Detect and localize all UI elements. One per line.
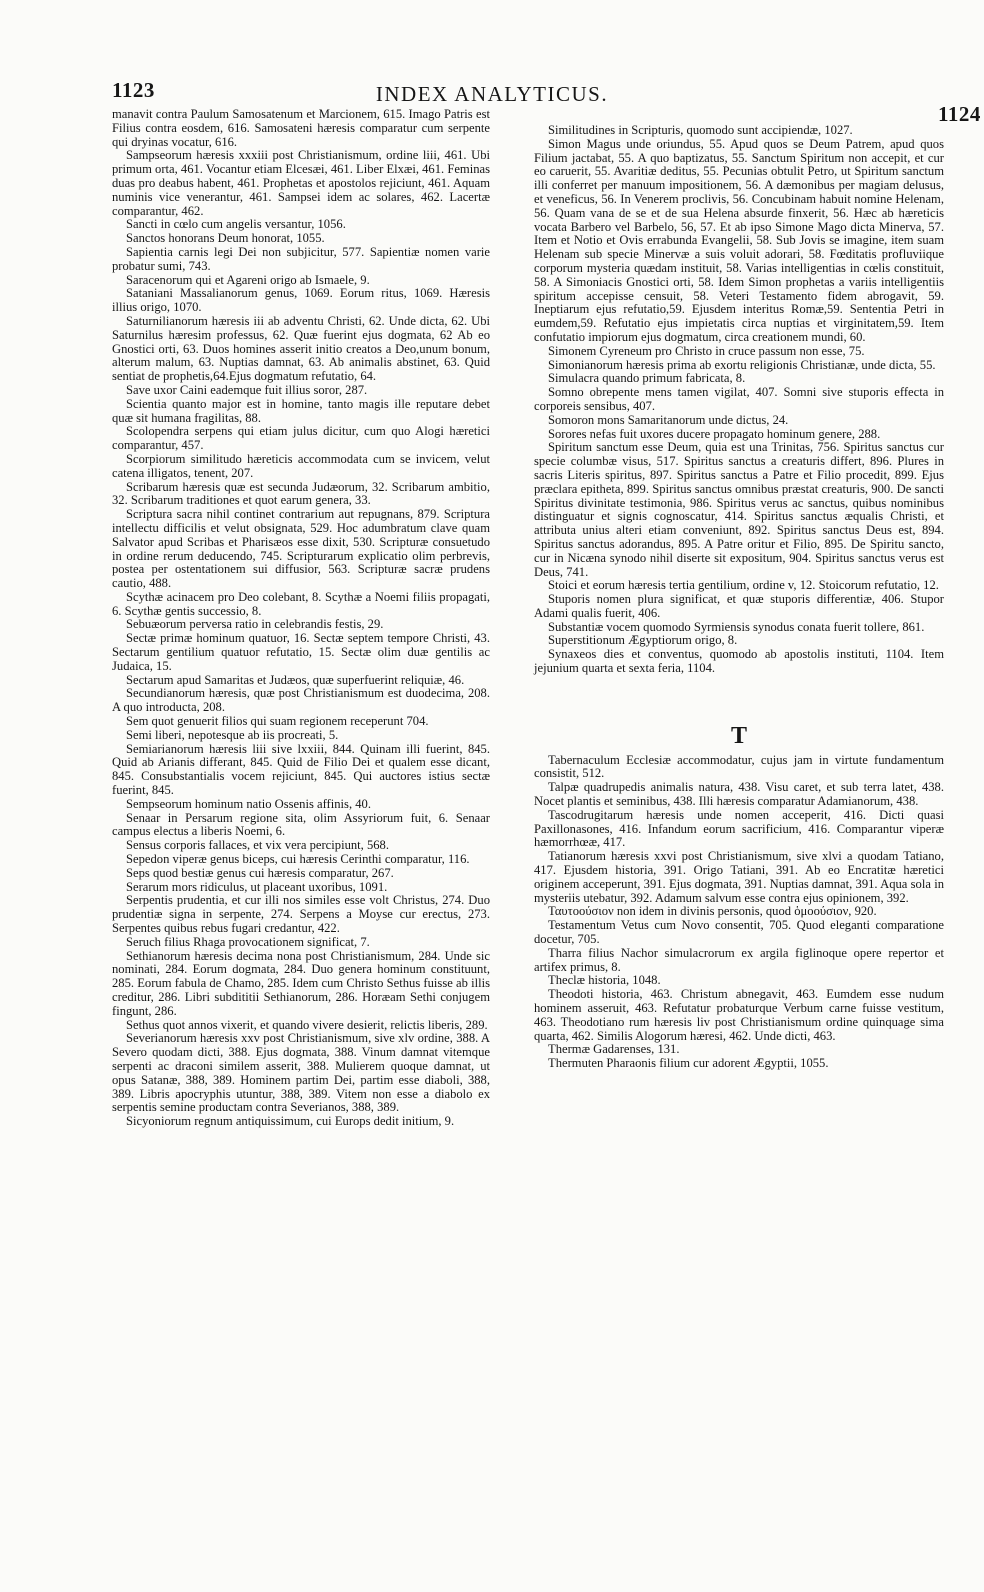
index-entry: Tharra filius Nachor simulacrorum ex argila figlinoque opere repertor et artifex primus, 8. <box>534 945 944 974</box>
index-entry: Simulacra quando primum fabricata, 8. <box>548 371 746 386</box>
index-entry: Saturnilianorum hæresis iii ab adventu Christi, 62. Unde dicta, 62. Ubi Saturnilus hæresim professus, 62. Quæ fuerint ejus dogmata, 62 Ab eo Gnostici orti, 63. Duos homines asserit initio creatos a Deo,unum bonum, alterum malum, 63. Nuptias damnat, 63. Ab animalis abstinet, 63. Quid sentiat de prophetis,64.Ejus dogmatum refutatio, 64. <box>112 313 490 384</box>
index-entry: Sanctos honorans Deum honorat, 1055. <box>126 231 325 246</box>
index-entry: Scriptura sacra nihil continet contrarium aut repugnans, 879. Scriptura intellectu difficilis et velut obsignata, 529. Hoc adumbratum clave quam Salvator apud Scribas et Pharisæos esse dixit, 530. Scripturæ consuetudo in ordine rerum deducendo, 745. Scripturarum explicatio olim perbrevis, postea per ostentationem sui diffusior, 563. Scripturæ sacræ prudens cautio, 488. <box>112 507 490 591</box>
index-entry: Somoron mons Samaritanorum unde dictus, 24. <box>548 412 789 427</box>
index-entry: Tascodrugitarum hæresis unde nomen acceperit, 416. Dicti quasi Paxillonasones, 416. Infandum eorum sacrificium, 416. Comparantur viperæ hæmorrhœæ, 417. <box>534 807 944 850</box>
index-entry: Save uxor Caini eademque fuit illius soror, 287. <box>126 382 368 397</box>
index-entry: Simon Magus unde oriundus, 55. Apud quos se Deum Patrem, apud quos Filium jactabat, 55. A quo baptizatus, 55. Sanctum Spiritum non accepit, et cur eo caruerit, 55. Avaritiæ deditus, 55. Pecunias obtulit Petro, ut Spiritum sanctum illi conferret per manuum impositionem, 56. A dæmonibus per magiam delusus, et veneficus, 56. In Venerem proclivis, 56. Concubinam habuit nomine Helenam, 56. Quam vana de se et de sua Helena absurde finxerit, 56. Hæc ab hæreticis vocata Barbero vel Barbelo, 56, 57. Et ab ipso Simone Mago dicta Minerva, 57. Item et Notio et Ovis errabunda Evangelii, 58. Sub Jovis se imagine, item suam Helenam sub specie Minervæ a suis voluit adorari, 58. Fœditatis profluviique corporum mysteria quædam instituit, 58. Varias intelligentias in cœlis constituit, 58. A Simoniacis Gnostici orti, 58. Idem Simon prophetas a variis intelligentiis spiritum accepisse censuit, 58. Veteri Testamento fidem abrogavit, 59. Ineptiarum ejus refutatio,59. Ejusdem interitus Romæ,59. Sententia Petri in eumdem,59. Refutatio ejus impietatis circa nuptias et virginitatem,59. Item confutatio impiorum ejus dogmatum, circa creationem mundi, 60. <box>534 136 944 344</box>
index-entry: Seruch filius Rhaga provocationem significat, 7. <box>126 934 370 949</box>
index-entry: Sem quot genuerit filios qui suam regionem receperunt 704. <box>126 714 429 729</box>
index-entry: Somno obrepente mens tamen vigilat, 407. Somni sive stuporis effecta in corporeis sensibus, 407. <box>534 385 944 413</box>
page-number-left: 1123 <box>112 78 155 102</box>
index-entry: Scolopendra serpens qui etiam julus dicitur, cum quo Alogi hæretici comparantur, 457. <box>112 424 490 453</box>
index-entry: Sebuæorum perversa ratio in celebrandis festis, 29. <box>126 617 384 632</box>
index-entry: Spiritum sanctum esse Deum, quia est una Trinitas, 756. Spiritus sanctus cur specie columbæ visus, 517. Spiritus sanctus a creaturis differt, 896. Plures in sacris Literis spiritus, 897. Spiritus sanctus a Patre et Filio procedit, 899. Ejus præclara epitheta, 899. Spiritus sanctus omnibus præstat creaturis, 900. De sancti Spiritus divinitate testimonia, 986. Spiritus verus ac sanctus, quibus nominibus distinguatur et signis cognoscatur, 414. Spiritus sanctus æqualis Christi, et attributa unius alteri etiam conveniunt, 892. Spiritus sanctus Deus est, 894. Spiritus sanctus adorandus, 895. A Patre oritur et Filio, 895. De Spiritu sancto, cur in Nicæna synodo nihil diserte sit expositum, 904. Spiritus sanctus verus est Deus, 741. <box>534 440 944 579</box>
index-entry: Semiarianorum hæresis liii sive lxxiii, 844. Quinam illi fuerint, 845. Quid ab Arianis differant, 845. Quid de Filio Dei et qualem esse dicant, 845. Consubstantialis vocem rejiciunt, 845. Qui auctores istius sectæ fuerint, 845. <box>112 741 490 798</box>
index-entry: Sapientia carnis legi Dei non subjicitur, 577. Sapientiæ nomen varie probatur sumi, 743. <box>112 244 490 273</box>
index-entry: Talpæ quadrupedis animalis natura, 438. Visu caret, et sub terra latet, 438. Nocet plantis et seminibus, 438. Illi hæresis comparatur Adamianorum, 438. <box>534 780 944 809</box>
index-entry: Theodoti historia, 463. Christum abnegavit, 463. Eumdem esse nudum hominem asseruit, 463. Refutatur probaturque Verbum carne fuisse vestitum, 463. Theodotiano rum hæresis liv post Christianismum ordine quinquage sima quarta, 462. Similis Alogorum hæresi, 462. Unde dicti, 463. <box>534 987 944 1043</box>
index-entry: Sethus quot annos vixerit, et quando vivere desierit, relictis liberis, 289. <box>126 1017 488 1032</box>
index-entry: Seps quod bestiæ genus cui hæresis comparatur, 267. <box>126 865 394 880</box>
index-entry: Saracenorum qui et Agareni origo ab Ismaele, 9. <box>126 272 370 287</box>
index-entry: Stuporis nomen plura significat, et quæ stuporis differentiæ, 406. Stupor Adami qualis fuerit, 406. <box>534 592 944 620</box>
index-entry: Secundianorum hæresis, quæ post Christianismum est duodecima, 208. A quo introducta, 208. <box>112 686 490 715</box>
index-entry: Sectæ primæ hominum quatuor, 16. Sectæ septem tempore Christi, 43. Sectarum gentilium quatuor refutatio, 15. Sectæ olim duæ gentilis ac Judaica, 15. <box>112 631 490 673</box>
index-entry: Sorores nefas fuit uxores ducere propagato hominum genere, 288. <box>548 426 881 441</box>
index-entry: Substantiæ vocem quomodo Syrmiensis synodus conata fuerit tollere, 861. <box>548 619 925 634</box>
index-entry: Sethianorum hæresis decima nona post Christianismum, 284. Unde sic nominati, 284. Eorum dogmata, 284. Duo genera hominum constituunt, 285. Eorum fabula de Chamo, 285. Idem cum Christo Sethus fuisse ab illis creditur, 286. Libri subdititii Sethianorum, 286. Horæam Sethi conjugem fingunt, 286. <box>112 948 490 1018</box>
section-letter: T <box>730 722 747 749</box>
index-entry: Scorpiorum similitudo hæreticis accommodata cum se invicem, velut catena illigatos, tenent, 207. <box>112 451 490 480</box>
index-entry: Serarum mors ridiculus, ut placeant uxoribus, 1091. <box>126 879 388 894</box>
index-entry: Similitudines in Scripturis, quomodo sunt accipiendæ, 1027. <box>548 123 853 137</box>
index-entry: Tabernaculum Ecclesiæ accommodatur, cujus jam in virtute fundamentum consistit, 512. <box>534 752 944 781</box>
running-title: INDEX ANALYTICUS. <box>375 82 609 106</box>
index-entry: Ταυτοούσιον non idem in divinis personis, quod ὁμοούσιον, 920. <box>548 904 877 919</box>
index-entry: Sepedon viperæ genus biceps, cui hæresis Cerinthi comparatur, 116. <box>126 852 470 867</box>
index-entry: Tatianorum hæresis xxvi post Christianismum, sive xlvi a quodam Tatiano, 417. Ejusdem historia, 391. Origo Tatiani, 391. Ab eo Encratitæ hæretici originem acceperunt, 391. Ejus dogmata, 391. Nuptias damnat, 391. Aqua sola in mysteriis utebatur, 392. Adamum salvum esse contra ejus opinionem, 392. <box>534 849 944 905</box>
index-entry: Sicyoniorum regnum antiquissimum, cui Europs dedit initium, 9. <box>126 1114 455 1129</box>
index-entry: Senaar in Persarum regione sita, olim Assyriorum fuit, 6. Senaar campus electus a liberis Noemi, 6. <box>112 810 490 839</box>
index-entry: Sampseorum hæresis xxxiii post Christianismum, ordine liii, 461. Ubi primum orta, 461. Vocantur etiam Elcesæi, 461. Liber Elxæi, 461. Feminas duas pro deabus habent, 461. Prophetas et apostolos rejiciunt, 461. Aquam numinis vice venerantur, 461. Sampsei idem ac solares, 462. Lacertæ comparantur, 462. <box>112 148 490 218</box>
index-entry: Sempseorum hominum natio Ossenis affinis, 40. <box>126 796 371 811</box>
index-entry: Serpentis prudentia, et cur illi nos similes esse volt Christus, 274. Duo prudentiæ signa in serpente, 274. Serpens a Moyse cur erectus, 273. Serpentes quibus rebus fugari credantur, 422. <box>112 893 490 936</box>
index-entry: Sancti in cœlo cum angelis versantur, 1056. <box>126 217 346 232</box>
left-column <box>112 108 490 1129</box>
index-entry: Testamentum Vetus cum Novo consentit, 705. Quod eleganti comparatione docetur, 705. <box>534 918 944 947</box>
s-entries <box>534 124 944 676</box>
t-entries <box>534 754 944 1071</box>
index-entry: Sataniani Massalianorum genus, 1069. Eorum ritus, 1069. Hæresis illius origo, 1070. <box>112 286 490 315</box>
index-entry: Superstitionum Ægyptiorum origo, 8. <box>548 633 738 648</box>
index-entry: Scythæ acinacem pro Deo colebant, 8. Scythæ a Noemi filiis propagati, 6. Scythæ gentis successio, 8. <box>112 589 490 618</box>
index-entry: Theclæ historia, 1048. <box>548 973 661 988</box>
page-number-right: 1124 <box>938 102 981 126</box>
index-entry: Simonem Cyreneum pro Christo in cruce passum non esse, 75. <box>548 343 865 358</box>
index-entry: Semi liberi, nepotesque ab iis procreati, 5. <box>126 727 339 742</box>
index-entry: Scientia quanto major est in homine, tanto magis ille reputare debet quæ sit humana fragilitas, 88. <box>112 396 490 425</box>
index-entry: Thermæ Gadarenses, 131. <box>548 1042 680 1057</box>
index-entry: Thermuten Pharaonis filium cur adorent Ægyptii, 1055. <box>548 1056 829 1071</box>
index-entry: Severianorum hæresis xxv post Christianismum, sive xlv ordine, 388. A Severo quodam dicti, 388. Ejus dogmata, 388. Vinum damnat vitemque serpenti ac draconi similem asserit, 388. Mulierem quoque damnat, ut opus Satanæ, 388, 389. Hominem partim Dei, partim esse diaboli, 388, 389. Libris apocryphis utuntur, 388, 389. Vitem non esse a diabolo ex serpentis semine productam contra Severianos, 388, 389. <box>112 1031 490 1115</box>
index-entry: manavit contra Paulum Samosatenum et Marcionem, 615. Imago Patris est Filius contra eosdem, 616. Samosateni hæresis comparatur cum serpente qui dryinas vocatur, 616. <box>112 107 490 149</box>
index-entry: Stoici et eorum hæresis tertia gentilium, ordine v, 12. Stoicorum refutatio, 12. <box>548 578 939 593</box>
index-entry: Sensus corporis fallaces, et vix vera percipiunt, 568. <box>126 838 389 853</box>
right-column <box>534 124 944 1071</box>
index-entry: Scribarum hæresis quæ est secunda Judæorum, 32. Scribarum ambitio, 32. Scribarum traditiones et quot earum genera, 33. <box>112 479 490 508</box>
index-entry: Synaxeos dies et conventus, quomodo ab apostolis instituti, 1104. Item jejunium quarta et sexta feria, 1104. <box>534 647 944 676</box>
index-entry: Sectarum apud Samaritas et Judæos, quæ superfuerint reliquiæ, 46. <box>126 672 465 687</box>
index-entry: Simonianorum hæresis prima ab exortu religionis Christianæ, unde dicta, 55. <box>548 357 936 372</box>
